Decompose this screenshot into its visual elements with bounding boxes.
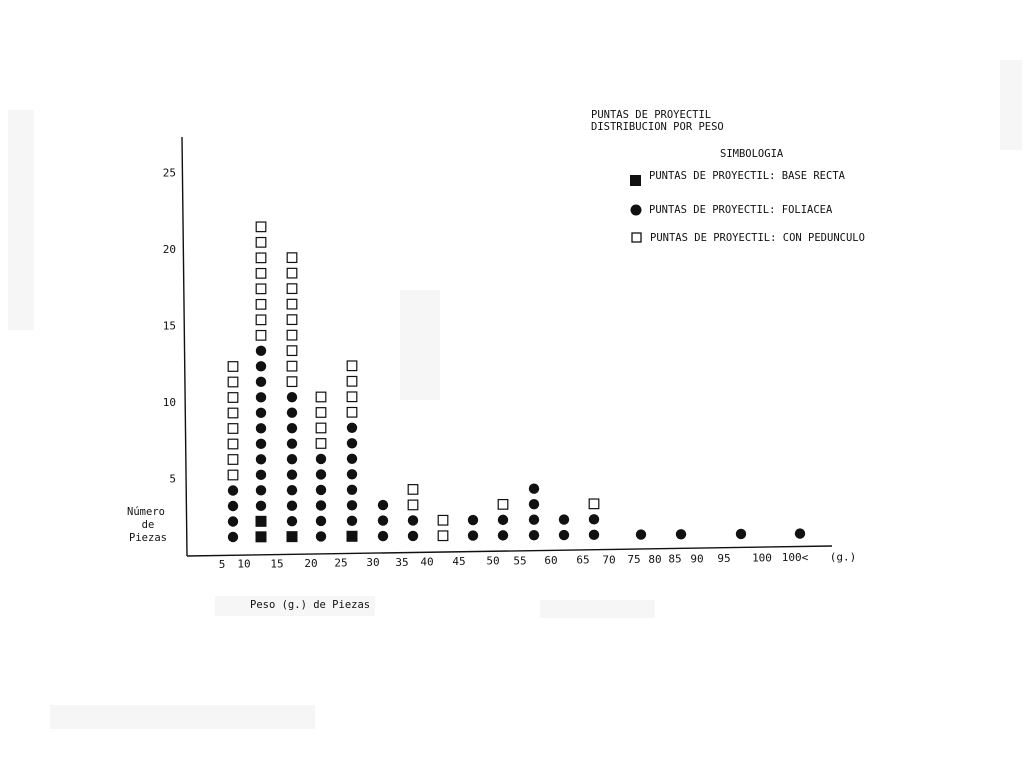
- x-tick-label: 35: [395, 555, 409, 569]
- legend-label-con-pedunculo: PUNTAS DE PROYECTIL: CON PEDUNCULO: [650, 232, 865, 244]
- legend-item-base-recta: [630, 170, 846, 186]
- mark-base-recta: [256, 516, 267, 527]
- y-axis-title-line-1: Número: [127, 506, 165, 518]
- mark-foliacea: [256, 439, 266, 449]
- mark-con-pedunculo: [287, 253, 297, 263]
- mark-foliacea: [529, 499, 539, 509]
- mark-base-recta: [347, 531, 358, 542]
- mark-foliacea: [378, 500, 388, 510]
- mark-con-pedunculo: [287, 315, 297, 325]
- mark-foliacea: [316, 531, 326, 541]
- mark-foliacea: [795, 528, 805, 538]
- mark-con-pedunculo: [228, 393, 238, 403]
- open-square-icon: [632, 233, 641, 242]
- mark-foliacea: [529, 514, 539, 524]
- mark-con-pedunculo: [498, 500, 508, 510]
- mark-con-pedunculo: [228, 377, 238, 387]
- chart-subtitle: DISTRIBUCION POR PESO: [591, 121, 724, 133]
- mark-con-pedunculo: [256, 222, 266, 232]
- mark-foliacea: [316, 485, 326, 495]
- mark-con-pedunculo: [256, 253, 266, 263]
- mark-con-pedunculo: [228, 455, 238, 465]
- x-tick-label: 60: [544, 554, 558, 568]
- mark-con-pedunculo: [228, 408, 238, 418]
- mark-con-pedunculo: [287, 330, 297, 340]
- x-tick-label: 10: [237, 557, 251, 571]
- x-tick-label: 95: [717, 551, 731, 565]
- mark-foliacea: [316, 469, 326, 479]
- mark-foliacea: [287, 392, 297, 402]
- x-tick-label: 70: [602, 553, 616, 567]
- mark-con-pedunculo: [347, 407, 357, 417]
- mark-foliacea: [228, 532, 238, 542]
- mark-foliacea: [256, 485, 266, 495]
- mark-con-pedunculo: [438, 515, 448, 525]
- chart-title: PUNTAS DE PROYECTIL: [591, 109, 712, 121]
- mark-foliacea: [636, 529, 646, 539]
- mark-foliacea: [256, 470, 266, 480]
- y-axis-title-line-3: Piezas: [129, 532, 167, 544]
- mark-foliacea: [589, 530, 599, 540]
- mark-foliacea: [378, 515, 388, 525]
- mark-foliacea: [287, 407, 297, 417]
- mark-foliacea: [316, 516, 326, 526]
- y-tick-label: 25: [162, 166, 176, 180]
- x-tick-label: 65: [576, 553, 590, 567]
- x-axis-title: Peso (g.) de Piezas: [250, 599, 371, 611]
- x-tick-label: 100: [752, 551, 772, 565]
- mark-foliacea: [256, 454, 266, 464]
- mark-foliacea: [287, 423, 297, 433]
- mark-con-pedunculo: [256, 269, 266, 279]
- y-tick-label: 10: [162, 396, 176, 409]
- mark-con-pedunculo: [256, 331, 266, 341]
- mark-con-pedunculo: [316, 392, 326, 402]
- filled-circle-icon: [631, 205, 642, 216]
- mark-con-pedunculo: [287, 299, 297, 309]
- mark-con-pedunculo: [287, 361, 297, 371]
- mark-foliacea: [228, 516, 238, 526]
- mark-foliacea: [287, 500, 297, 510]
- x-tick-label: 80: [648, 552, 662, 566]
- mark-base-recta: [287, 531, 298, 542]
- x-tick-label: 100<: [781, 551, 809, 565]
- mark-foliacea: [256, 408, 266, 418]
- mark-foliacea: [347, 423, 357, 433]
- mark-foliacea: [256, 346, 266, 356]
- x-tick-label: 55: [513, 554, 527, 568]
- x-tick-label: 15: [270, 557, 284, 571]
- mark-foliacea: [347, 469, 357, 479]
- legend-label-foliacea: PUNTAS DE PROYECTIL: FOLIACEA: [649, 204, 833, 216]
- mark-con-pedunculo: [347, 376, 357, 386]
- mark-foliacea: [498, 530, 508, 540]
- data-marks: [228, 222, 805, 542]
- mark-foliacea: [316, 454, 326, 464]
- mark-con-pedunculo: [408, 500, 418, 510]
- x-tick-label: (g.): [829, 550, 857, 564]
- mark-foliacea: [256, 377, 266, 387]
- mark-con-pedunculo: [287, 284, 297, 294]
- mark-con-pedunculo: [316, 423, 326, 433]
- mark-foliacea: [347, 485, 357, 495]
- mark-foliacea: [228, 501, 238, 511]
- scan-artifacts: [8, 60, 1022, 729]
- x-tick-label: 75: [627, 553, 641, 567]
- mark-foliacea: [347, 516, 357, 526]
- mark-foliacea: [287, 485, 297, 495]
- y-axis-line: [182, 137, 187, 556]
- x-tick-label: 50: [486, 554, 500, 568]
- x-tick-label: 45: [452, 555, 466, 569]
- y-axis-title-line-2: de: [141, 519, 155, 531]
- mark-foliacea: [228, 485, 238, 495]
- mark-con-pedunculo: [256, 315, 266, 325]
- mark-con-pedunculo: [228, 439, 238, 449]
- mark-con-pedunculo: [287, 346, 297, 356]
- legend: [630, 148, 865, 244]
- mark-foliacea: [287, 454, 297, 464]
- mark-foliacea: [347, 438, 357, 448]
- mark-foliacea: [589, 514, 599, 524]
- mark-foliacea: [559, 530, 569, 540]
- mark-foliacea: [529, 530, 539, 540]
- x-tick-label: 20: [304, 556, 318, 570]
- legend-item-foliacea: [631, 204, 834, 216]
- filled-square-icon: [630, 175, 641, 186]
- mark-base-recta: [256, 531, 267, 542]
- mark-con-pedunculo: [408, 485, 418, 495]
- mark-foliacea: [316, 500, 326, 510]
- mark-foliacea: [287, 516, 297, 526]
- mark-foliacea: [676, 529, 686, 539]
- mark-con-pedunculo: [589, 499, 599, 509]
- y-axis-title: [127, 506, 167, 544]
- mark-con-pedunculo: [256, 284, 266, 294]
- y-tick-label: 15: [162, 319, 176, 333]
- mark-con-pedunculo: [228, 470, 238, 480]
- mark-foliacea: [378, 531, 388, 541]
- legend-title: SIMBOLOGIA: [720, 148, 784, 160]
- mark-foliacea: [256, 361, 266, 371]
- mark-foliacea: [559, 514, 569, 524]
- mark-foliacea: [287, 438, 297, 448]
- mark-foliacea: [408, 515, 418, 525]
- x-tick-label: 25: [334, 556, 348, 570]
- mark-con-pedunculo: [316, 408, 326, 418]
- mark-con-pedunculo: [287, 377, 297, 387]
- mark-con-pedunculo: [228, 362, 238, 372]
- mark-foliacea: [347, 500, 357, 510]
- mark-foliacea: [408, 531, 418, 541]
- y-tick-label: 5: [169, 472, 176, 486]
- mark-con-pedunculo: [256, 300, 266, 310]
- mark-con-pedunculo: [256, 238, 266, 248]
- mark-con-pedunculo: [438, 531, 448, 541]
- mark-foliacea: [736, 529, 746, 539]
- legend-item-con-pedunculo: [632, 232, 865, 244]
- mark-foliacea: [347, 454, 357, 464]
- x-axis-line: [187, 546, 832, 556]
- mark-foliacea: [468, 515, 478, 525]
- mark-foliacea: [256, 423, 266, 433]
- x-tick-label: 5: [218, 558, 226, 571]
- x-tick-label: 30: [366, 556, 380, 570]
- mark-foliacea: [256, 392, 266, 402]
- mark-foliacea: [498, 515, 508, 525]
- y-tick-labels: [163, 167, 176, 486]
- x-tick-label: 90: [690, 552, 704, 566]
- mark-foliacea: [256, 501, 266, 511]
- x-tick-label: 40: [420, 555, 434, 569]
- mark-foliacea: [529, 483, 539, 493]
- mark-con-pedunculo: [287, 268, 297, 278]
- y-tick-label: 20: [162, 243, 176, 256]
- mark-con-pedunculo: [347, 361, 357, 371]
- x-tick-label: 85: [668, 552, 682, 566]
- mark-con-pedunculo: [347, 392, 357, 402]
- mark-foliacea: [468, 530, 478, 540]
- mark-con-pedunculo: [228, 424, 238, 434]
- legend-label-base-recta: PUNTAS DE PROYECTIL: BASE RECTA: [649, 170, 845, 182]
- mark-con-pedunculo: [316, 439, 326, 449]
- mark-foliacea: [287, 469, 297, 479]
